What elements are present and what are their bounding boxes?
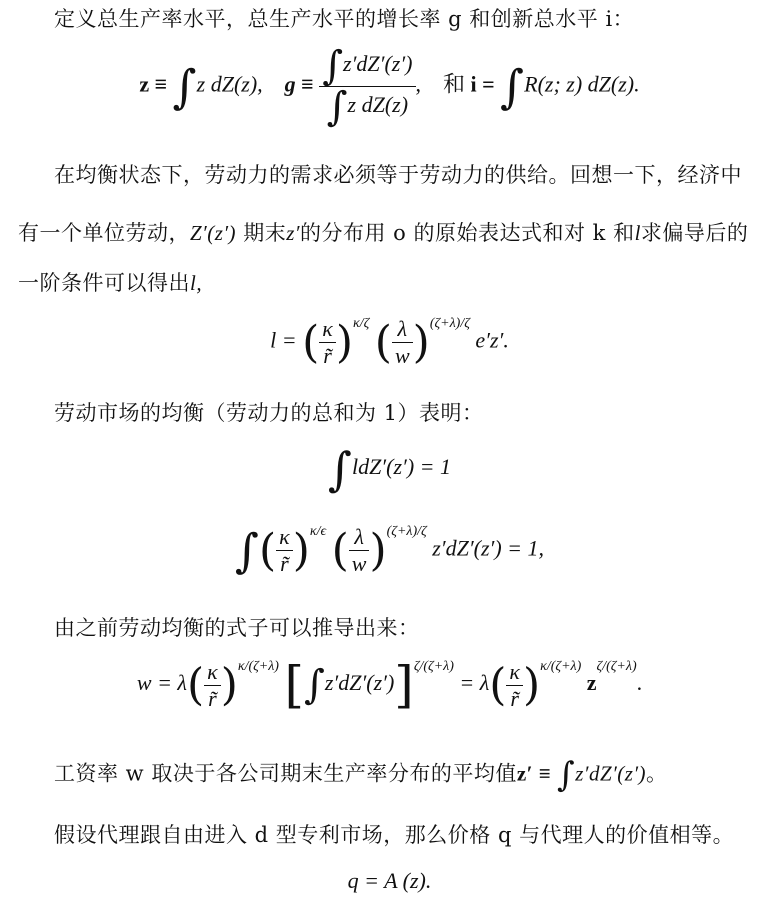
text-wage-rate-end: 。	[646, 761, 668, 786]
integral-sign: ∫	[304, 662, 325, 708]
inline-zprime: z′	[286, 221, 300, 245]
text-derivation: 由之前劳动均衡的式子可以推导出来：	[54, 616, 420, 640]
integral-sign: ∫	[500, 59, 525, 114]
eq5-lhs: w = λ	[136, 670, 187, 696]
eq4-frac-lambda	[349, 524, 370, 577]
eq1-z-label: z ≡	[139, 71, 173, 97]
eq1-i-body: R(z; z) dZ(z).	[524, 71, 640, 97]
integral-sign: ∫	[172, 59, 197, 114]
eq5-frac-kappa	[204, 659, 221, 712]
eq2-lhs: l =	[270, 327, 297, 353]
eq4-frac1-den: r̃	[280, 551, 289, 576]
inline-Zprime: Z′(z′)	[190, 221, 237, 245]
text-equilibrium-2: 有一个单位劳动，	[18, 221, 190, 245]
equation-labor-demand: l = ( $\frac{\kappa}{r̃}$ )$^{\kappa/\zeta}$ ( $\frac{\lambda}{w}$ )$^{(\zeta+\lambda)/\zeta}$ e′z′.	[270, 316, 509, 368]
eq1-g-numerator: ∫z′dZ′(z′)	[319, 46, 415, 87]
paragraph-labor-market	[54, 398, 779, 428]
eq2-frac-lambda	[392, 316, 413, 369]
eq5-frac2-den: r̃	[510, 685, 519, 711]
text-equilibrium-2d: 求偏导后的	[640, 221, 749, 245]
text-labor-market: 劳动市场的均衡（劳动力的总和为 1）表明：	[54, 401, 484, 425]
eq5-mid: = λ	[459, 670, 490, 696]
text-free-entry: 假设代理跟自由进入 d 型专利市场，那么价格 q 与代理人的价值相等。	[54, 823, 735, 847]
text-equilibrium-2b: 期末	[236, 221, 287, 245]
text-equilibrium-3: 一阶条件可以得出	[18, 271, 190, 295]
text-equilibrium-2c: 的分布用 o 的原始表达式和对 k 和	[300, 221, 635, 245]
eq5-exp2: ζ/(ζ+λ)	[413, 658, 454, 674]
eq5-exp1: κ/(ζ+λ)	[237, 658, 279, 674]
eq1-g-den-text: z dZ(z)	[347, 92, 409, 118]
eq4-tail: z′dZ′(z′) = 1,	[432, 535, 544, 561]
eq5-end: .	[636, 670, 643, 696]
eq2-tail: e′z′.	[475, 327, 509, 353]
inline-zbar-body: z′dZ′(z′)	[575, 761, 647, 786]
equation-labor-sum-expanded: ∫( $\frac{\kappa}{r̃}$ )$^{\kappa/\epsilon}$ ( $\frac{\lambda}{w}$ )$^{(\zeta+\lambda)/\zeta}$ z′dZ′(z′) = 1,	[234, 523, 544, 578]
integral-sign: ∫	[234, 523, 259, 578]
eq2-frac2-num: λ	[392, 316, 413, 343]
eq6-body: q = A (z).	[347, 868, 432, 893]
eq2-frac2-den: w	[394, 343, 410, 368]
eq4-frac2-num: λ	[349, 524, 370, 551]
eq1-g-label: g ≡	[284, 71, 314, 97]
eq2-frac1-num: κ	[319, 316, 336, 343]
eq1-and: 和	[443, 72, 466, 98]
paragraph-equilibrium-line3	[18, 268, 766, 298]
eq5-z: z	[586, 670, 597, 696]
eq4-frac1-num: κ	[276, 524, 293, 551]
eq2-frac1-den: r̃	[323, 343, 332, 368]
eq1-z-body: z dZ(z),	[196, 71, 263, 97]
equation-labor-sum	[0, 442, 779, 506]
eq2-exp1: κ/ζ	[353, 316, 370, 332]
eq2-frac-kappa	[319, 316, 336, 369]
eq1-g-fraction	[319, 43, 415, 130]
text-definition: 定义总生产率水平，总生产水平的增长率 g 和创新总水平 i：	[54, 7, 635, 31]
text-wage-rate: 工资率 w 取决于各公司期末生产率分布的平均值	[54, 761, 517, 786]
eq1-g-denominator: ∫z dZ(z)	[326, 84, 409, 130]
inline-l: l	[634, 221, 641, 245]
inline-l-comma: l,	[190, 271, 203, 295]
eq4-exp1: κ/ϵ	[309, 524, 327, 540]
paragraph-derivation	[54, 613, 779, 643]
paragraph-definition	[54, 4, 779, 34]
eq5-frac1-den: r̃	[208, 685, 217, 711]
eq5-inner: z′dZ′(z′)	[324, 670, 395, 696]
equation-wage: w = λ( $\frac{\kappa}{r̃}$ )$^{\kappa/(\zeta+\lambda)}$ $[\int z'dZ'(z')]^{\zeta/(\zeta+\lambda)} = \lambda$( $\frac{\kappa}{r̃}$ )$^{\kappa/(\zeta+\lambda)}$ $z^{\zeta/(\zeta+\lambda)}$.	[136, 656, 643, 714]
paragraph-free-entry	[54, 820, 779, 850]
paragraph-wage-rate	[54, 755, 779, 795]
inline-zbar: z′ ≡	[516, 761, 558, 786]
eq1-g-num-text: z′dZ′(z′)	[343, 51, 413, 77]
integral-sign: ∫	[327, 442, 352, 496]
eq4-frac-kappa	[276, 524, 293, 577]
text-equilibrium-1: 在均衡状态下，劳动力的需求必须等于劳动力的供给。回想一下，经济中	[54, 163, 742, 187]
eq4-frac2-den: w	[351, 551, 367, 576]
eq1-i-label: i =	[470, 71, 501, 97]
eq5-exp4: ζ/(ζ+λ)	[596, 658, 637, 674]
eq5-frac1-num: κ	[204, 659, 221, 686]
eq5-exp3: κ/(ζ+λ)	[540, 658, 582, 674]
equation-aggregates: z ≡ ∫z dZ(z), g ≡ $\frac{\int z'dZ'(z')}{\text{∫z dZ(z)}}$ , 和 i = ∫R(z; z) dZ(z).	[139, 43, 640, 130]
equation-price	[0, 868, 779, 902]
eq3-body: ldZ′(z′) = 1	[351, 454, 451, 480]
integral-sign: ∫	[557, 755, 576, 795]
eq4-exp2: (ζ+λ)/ζ	[386, 524, 427, 540]
paragraph-equilibrium-line1	[54, 160, 779, 190]
eq5-frac2-num: κ	[506, 659, 523, 686]
eq2-exp2: (ζ+λ)/ζ	[429, 316, 470, 332]
paragraph-equilibrium-line2	[18, 218, 766, 248]
eq5-frac-kappa-2	[506, 659, 523, 712]
